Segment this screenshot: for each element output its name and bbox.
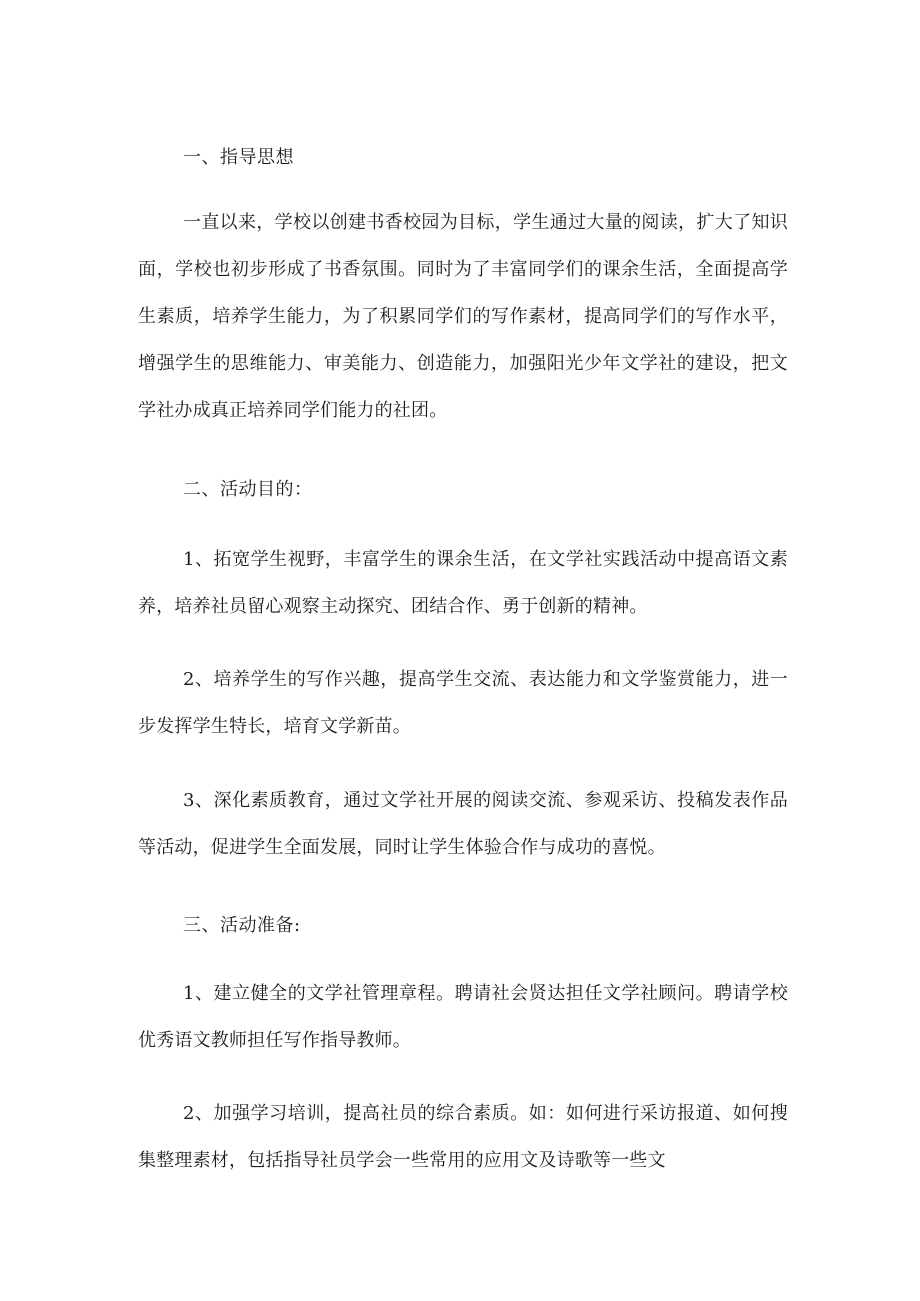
activity-goal-item-2: 2、培养学生的写作兴趣，提高学生交流、表达能力和文学鉴赏能力，进一步发挥学生特长，培育文学新苗。 bbox=[138, 669, 788, 737]
activity-goal-item-1: 1、拓宽学生视野，丰富学生的课余生活，在文学社实践活动中提高语文素养，培养社员留心观察主动探究、团结合作、勇于创新的精神。 bbox=[138, 549, 788, 617]
section-heading-guiding-ideology: 一、指导思想 bbox=[183, 147, 294, 168]
section-heading-activity-goals: 二、活动目的： bbox=[183, 479, 313, 500]
activity-goal-item-3: 3、深化素质教育，通过文学社开展的阅读交流、参观采访、投稿发表作品等活动，促进学生全面发展，同时让学生体验合作与成功的喜悦。 bbox=[138, 790, 788, 858]
guiding-ideology-paragraph: 一直以来，学校以创建书香校园为目标，学生通过大量的阅读，扩大了知识面，学校也初步形成了书香氛围。同时为了丰富同学们的课余生活，全面提高学生素质，培养学生能力，为了积累同学们的写作素材，提高同学们的写作水平，增强学生的思维能力、审美能力、创造能力，加强阳光少年文学社的建设，把文学社办成真正培养同学们能力的社团。 bbox=[138, 212, 788, 421]
preparation-item-1: 1、建立健全的文学社管理章程。聘请社会贤达担任文学社顾问。聘请学校优秀语文教师担任写作指导教师。 bbox=[138, 983, 788, 1051]
section-heading-activity-preparation: 三、活动准备: bbox=[183, 915, 301, 936]
preparation-item-2: 2、加强学习培训，提高社员的综合素质。如：如何进行采访报道、如何搜集整理素材，包括指导社员学会一些常用的应用文及诗歌等一些文 bbox=[138, 1103, 788, 1171]
